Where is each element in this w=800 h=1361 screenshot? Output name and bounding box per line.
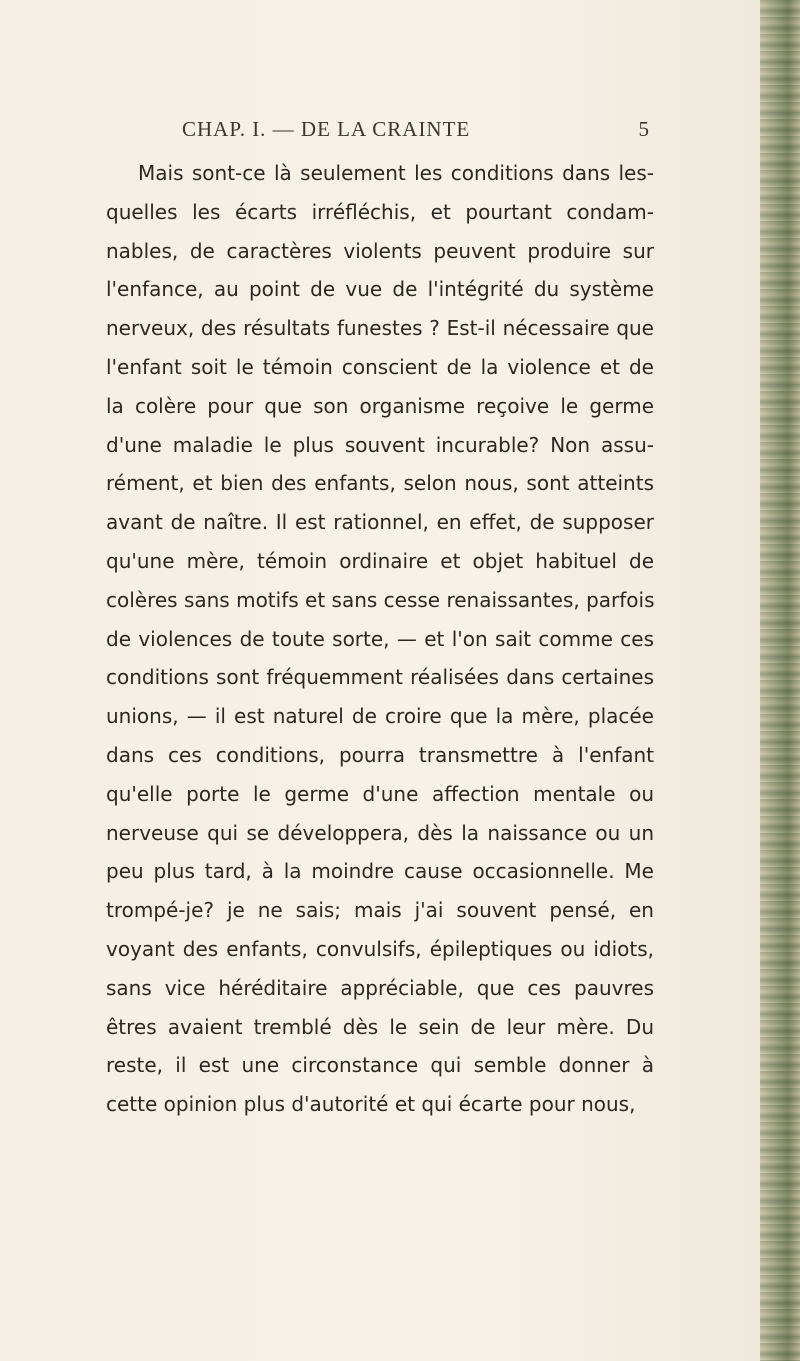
text-line: colères sans motifs et sans cesse renaissantes, parfois <box>106 587 655 612</box>
text-line: nerveuse qui se développera, dès la naissance ou un <box>106 820 654 845</box>
text-line: la colère pour que son organisme reçoive le germe <box>106 393 654 418</box>
text-line: nerveux, des résultats funestes ? Est-il nécessaire que <box>106 316 654 341</box>
text-line: quelles les écarts irréfléchis, et pourtant condam- <box>106 199 654 224</box>
text-line: nables, de caractères violents peuvent produire sur <box>106 238 654 263</box>
running-header <box>130 117 650 145</box>
text-line: Mais sont-ce là seulement les conditions dans les- <box>138 161 654 185</box>
text-line: avant de naître. Il est rationnel, en effet, de supposer <box>106 510 654 535</box>
text-line: l'enfance, au point de vue de l'intégrité du système <box>106 277 654 302</box>
text-line: de violences de toute sorte, — et l'on sait comme ces <box>106 626 654 651</box>
body-text <box>106 154 654 1124</box>
text-line: qu'elle porte le germe d'une affection mentale ou <box>106 781 654 806</box>
text-line: unions, — il est naturel de croire que la mère, placée <box>106 704 654 729</box>
text-line: cette opinion plus d'autorité et qui écarte pour nous, <box>106 1092 636 1117</box>
running-title: CHAP. I. — DE LA CRAINTE <box>182 117 471 141</box>
text-line: conditions sont fréquemment réalisées dans certaines <box>106 665 654 690</box>
binding-edge <box>760 0 800 1361</box>
text-line: rément, et bien des enfants, selon nous, sont atteints <box>106 471 654 496</box>
text-line: sans vice héréditaire appréciable, que ces pauvres <box>106 975 654 1000</box>
text-line: d'une maladie le plus souvent incurable? Non assu- <box>106 432 654 457</box>
text-line: peu plus tard, à la moindre cause occasionnelle. Me <box>106 859 654 884</box>
text-line: qu'une mère, témoin ordinaire et objet habituel de <box>106 548 654 573</box>
text-line: trompé-je? je ne sais; mais j'ai souvent pensé, en <box>106 898 654 923</box>
text-line: l'enfant soit le témoin conscient de la violence et de <box>106 354 654 379</box>
text-line: êtres avaient tremblé dès le sein de leur mère. Du <box>106 1014 654 1039</box>
text-line: dans ces conditions, pourra transmettre à l'enfant <box>106 742 654 767</box>
text-line: voyant des enfants, convulsifs, épileptiques ou idiots, <box>106 936 654 961</box>
text-line: reste, il est une circonstance qui semble donner à <box>106 1053 654 1078</box>
page-number: 5 <box>638 117 650 141</box>
